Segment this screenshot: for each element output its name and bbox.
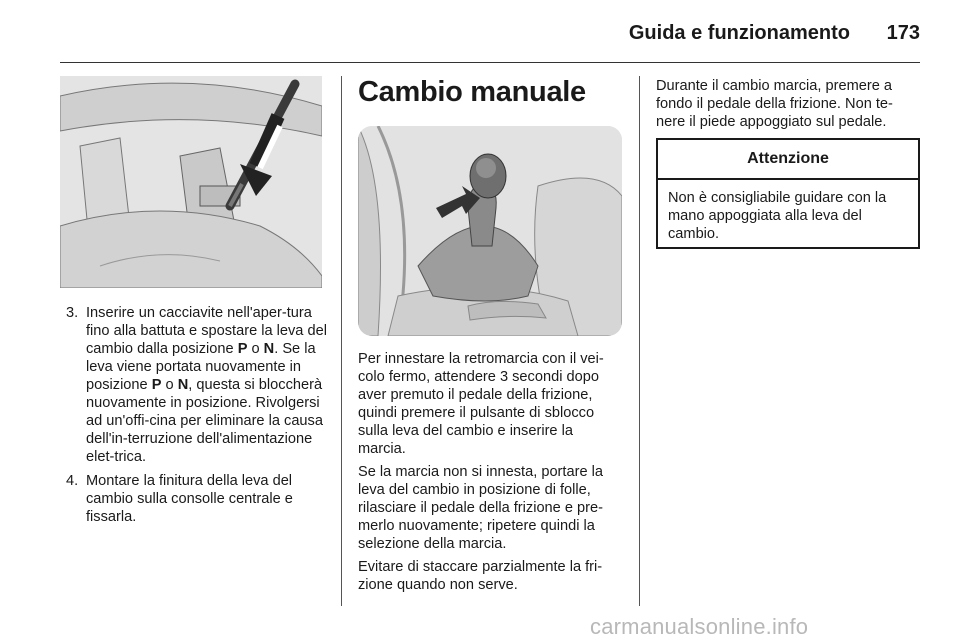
position-label: N xyxy=(177,377,189,393)
running-header-title: Guida e funzionamento xyxy=(628,22,850,44)
gear-lever-figure xyxy=(358,126,622,336)
paragraph: Per innestare la retromarcia con il vei-colo fermo, attendere 3 secondi dopo aver premuto il pedale della frizione, quindi premere il pulsante di sblocco sulla leva del cambio e inserire la marcia. xyxy=(358,351,604,457)
notice-heading: Attenzione xyxy=(658,140,918,180)
step-text: Montare la finitura della leva del cambio sulla consolle centrale e fissarla. xyxy=(86,473,293,525)
position-label: P xyxy=(237,341,248,357)
step-number: 4. xyxy=(66,473,79,489)
step-text: Inserire un cacciavite nell'aper-tura fino alla battuta e spostare la leva del cambio dalla posizione xyxy=(86,305,327,357)
section-title: Cambio manuale xyxy=(358,76,586,108)
paragraph: Se la marcia non si innesta, portare la leva del cambio in posizione di folle, rilasciare il pedale della frizione e pre-merlo nuovamente; ripetere quindi la selezione della marcia. xyxy=(358,464,603,552)
header-rule xyxy=(60,62,920,63)
paragraph: Evitare di staccare parzialmente la fri-zione quando non serve. xyxy=(358,559,603,593)
paragraph: Durante il cambio marcia, premere a fondo il pedale della frizione. Non te-nere il piede appoggiato sul pedale. xyxy=(656,78,893,130)
shifter-trim-screwdriver-illustration xyxy=(60,76,322,288)
step-text: . Se la leva viene portata nuovamente in posizione xyxy=(86,341,316,393)
step-number: 3. xyxy=(66,305,79,321)
manual-gearbox-text xyxy=(358,350,622,599)
step-text: , questa si bloccherà nuovamente in posizione. Rivolgersi ad un'offi-cina per eliminare la causa dell'in-terruzione dell'alimentazione elet-trica. xyxy=(86,377,323,465)
step-list xyxy=(66,304,328,532)
position-label: P xyxy=(151,377,162,393)
column-divider-right xyxy=(639,76,640,606)
watermark: carmanualsonline.info xyxy=(590,614,809,639)
column-divider-left xyxy=(341,76,342,606)
step-text: o xyxy=(247,341,264,357)
notice-body: Non è consigliabile guidare con la mano appoggiata alla leva del cambio. xyxy=(668,190,887,242)
shifter-trim-figure xyxy=(60,76,322,288)
list-item xyxy=(66,472,328,526)
clutch-intro-text xyxy=(656,77,920,131)
position-label: N xyxy=(263,341,275,357)
step-text: o xyxy=(161,377,178,393)
manual-gear-lever-illustration xyxy=(358,126,622,336)
list-item xyxy=(66,304,328,466)
warning-notice xyxy=(656,138,920,249)
page-number: 173 xyxy=(886,22,920,44)
